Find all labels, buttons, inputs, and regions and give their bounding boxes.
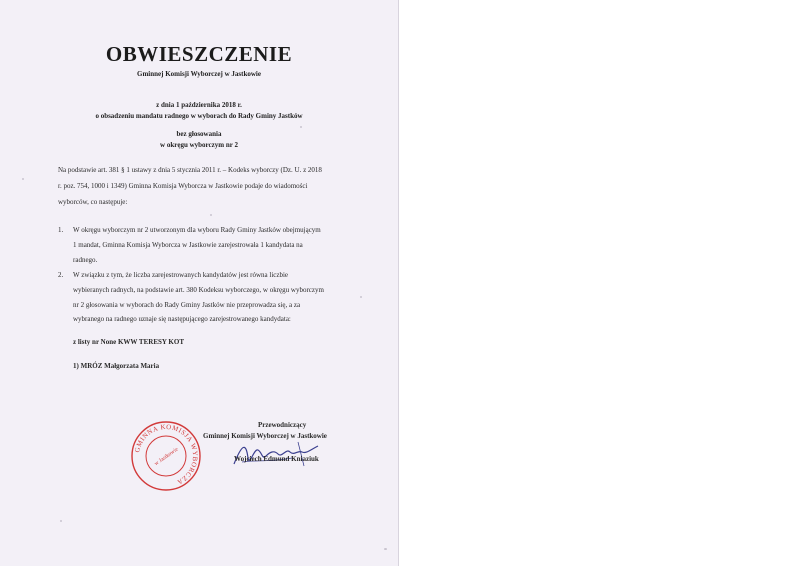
item-line: 1 mandat, Gminna Komisja Wyborcza w Jastkowie zarejestrowała 1 kandydata na [73,241,303,249]
list-label: z listy nr None KWW TERESY KOT [73,338,184,346]
scan-speck [360,296,362,298]
candidate-entry: 1) MRÓZ Małgorzata Maria [73,362,160,370]
item-line: nr 2 głosowania w wyborach do Rady Gminy Jastków nie przeprowadza się, a za [73,301,301,309]
item-number: 1. [58,226,64,234]
item-number: 2. [58,271,64,279]
official-stamp [130,420,202,492]
scan-speck [22,178,24,180]
intro-line: Na podstawie art. 381 § 1 ustawy z dnia 5 stycznia 2011 r. – Kodeks wyborczy (Dz. U. z 2018 [58,166,322,174]
scan-speck [60,520,62,522]
item-line: wybranego na radnego uznaje się następującego zarejestrowanego kandydata: [73,315,291,323]
signature-org: Gminnej Komisji Wyborczej w Jastkowie [203,432,327,440]
scan-speck [210,214,212,216]
scan-speck [300,126,302,128]
intro-line: wyborców, co następuje: [58,198,128,206]
scan-speck [384,548,387,550]
no-vote-line: bez głosowania [176,130,222,138]
signature-role: Przewodniczący [258,421,307,429]
intro-line: r. poz. 754, 1000 i 1349) Gminna Komisja Wyborcza w Jastkowie podaje do wiadomości [58,182,308,190]
page-edge [398,0,399,566]
handwritten-signature [232,438,322,470]
stamp-inner-text: w Jastkowie [153,446,180,468]
page-title: OBWIESZCZENIE [105,42,293,66]
signatory-name: Wojciech Edmund Kniaziuk [234,455,319,463]
item-line: wybieranych radnych, na podstawie art. 380 Kodeksu wyborczego, w okręgu wyborczym [73,286,324,294]
item-line: radnego. [73,256,98,264]
district-line: w okręgu wyborczym nr 2 [160,141,238,149]
stamp-outer-text: GMINNA KOMISJA WYBORCZA [134,423,199,486]
date-line: z dnia 1 października 2018 r. [156,101,242,109]
subject-line: o obsadzeniu mandatu radnego w wyborach do Rady Gminy Jastków [95,112,303,120]
item-line: W okręgu wyborczym nr 2 utworzonym dla wyboru Rady Gminy Jastków obejmującym [73,226,321,234]
item-line: W związku z tym, że liczba zarejestrowanych kandydatów jest równa liczbie [73,271,289,279]
page-subtitle: Gminnej Komisji Wyborczej w Jastkowie [137,70,261,78]
